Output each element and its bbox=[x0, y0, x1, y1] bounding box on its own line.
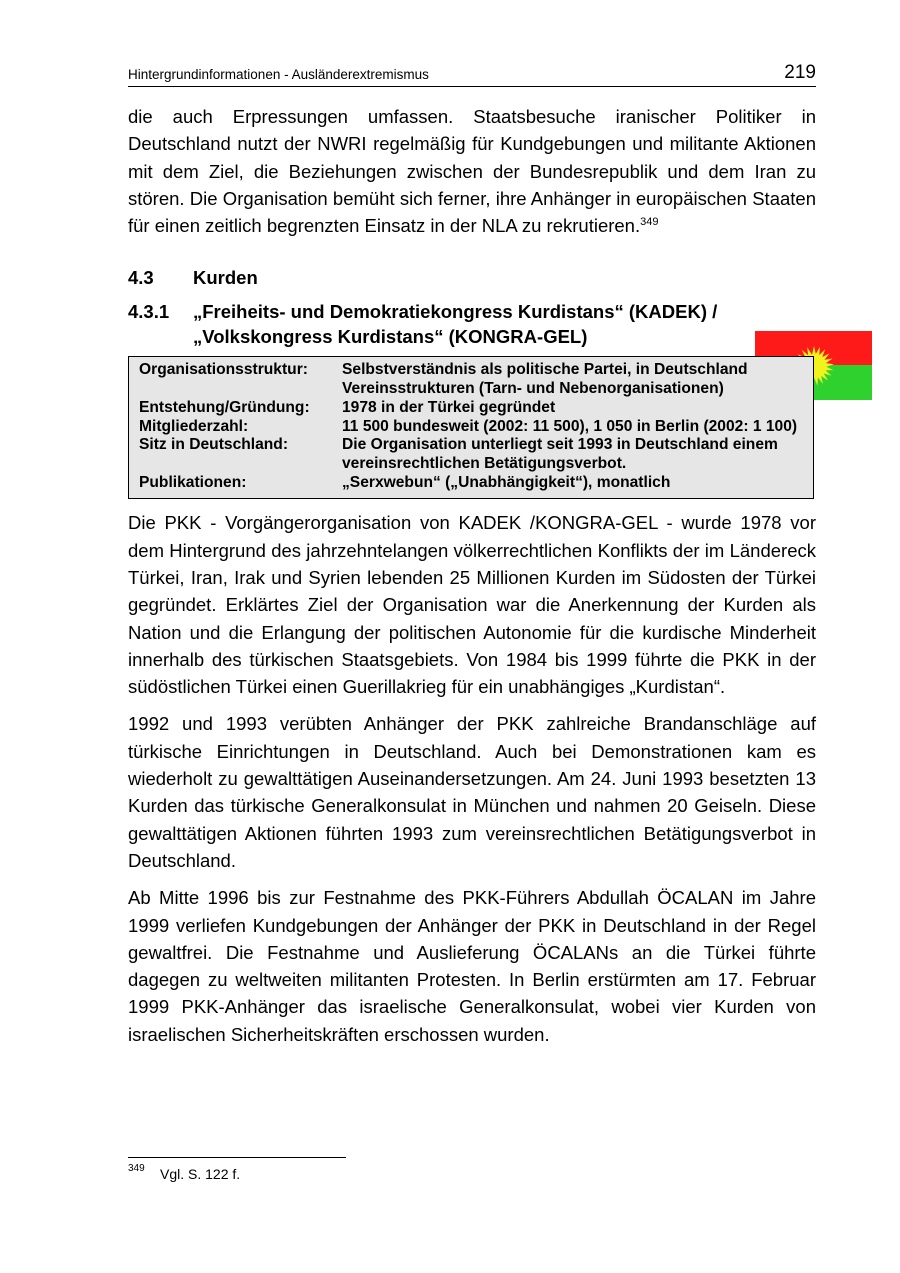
infobox-label: Publikationen: bbox=[139, 473, 247, 491]
footnote-divider bbox=[128, 1157, 346, 1158]
header-title: Hintergrundinformationen - Ausländerextremismus bbox=[128, 67, 429, 82]
body-paragraph: 1992 und 1993 verübten Anhänger der PKK zahlreiche Brandanschläge auf türkische Einrichtungen in Deutschland. Auch bei Demonstrationen kam es wiederholt zu gewalttätigen Auseinandersetzungen. Am 24. Juni 1993 besetzten 13 Kurden das türkische Generalkonsulat in München und nahmen 20 Geiseln. Diese gewalttätigen Aktionen führten 1993 zum vereinsrechtlichen Betätigungsverbot in Deutschland. bbox=[128, 713, 816, 871]
infobox-label: Mitgliederzahl: bbox=[139, 417, 249, 435]
infobox-label: Entstehung/Gründung: bbox=[139, 398, 310, 416]
infobox-row bbox=[139, 399, 803, 418]
subsection-number: 4.3.1 bbox=[128, 301, 170, 323]
footnote-reference: 349 bbox=[640, 216, 659, 229]
body-paragraph: Die PKK - Vorgängerorganisation von KADEK /KONGRA-GEL - wurde 1978 vor dem Hintergrund des jahrzehntelangen völkerrechtlichen Konflikts der im Ländereck Türkei, Iran, Irak und Syrien lebenden 25 Millionen Kurden im Südosten der Türkei gegründet. Erklärtes Ziel der Organisation war die Anerkennung der Kurden als Nation und die Erlangung der politischen Autonomie für die kurdische Minderheit innerhalb des türkischen Staatsgebiets. Von 1984 bis 1999 führte die PKK in der südöstlichen Türkei einen Guerillakrieg für ein unabhängiges „Kurdistan“. bbox=[128, 512, 816, 698]
subsection-title: „Freiheits- und Demokratiekongress Kurdistans“ (KADEK) / „Volkskongress Kurdistans“ (KONGRA-GEL) bbox=[193, 301, 718, 348]
infobox-label: Organisationsstruktur: bbox=[139, 361, 308, 379]
section-heading bbox=[128, 265, 816, 291]
infobox-value: Die Organisation unterliegt seit 1993 in Deutschland einem vereinsrechtlichen Betätigungsverbot. bbox=[342, 436, 778, 472]
section-number: 4.3 bbox=[128, 267, 154, 289]
page-content bbox=[128, 103, 816, 1048]
infobox-value: „Serxwebun“ („Unabhängigkeit“), monatlich bbox=[342, 473, 671, 491]
intro-paragraph bbox=[128, 103, 816, 239]
infobox-row bbox=[139, 436, 803, 473]
footnote-text: Vgl. S. 122 f. bbox=[160, 1166, 241, 1182]
infobox-row bbox=[139, 361, 803, 398]
footnote-number: 349 bbox=[128, 1163, 145, 1174]
section-title: Kurden bbox=[193, 267, 258, 289]
organization-infobox bbox=[128, 356, 814, 499]
page-number: 219 bbox=[784, 62, 816, 83]
intro-paragraph-text: die auch Erpressungen umfassen. Staatsbesuche iranischer Politiker in Deutschland nutzt der NWRI regelmäßig für Kundgebungen und militante Aktionen mit dem Ziel, die Beziehungen zwischen der Bundesrepublik und dem Iran zu stören. Die Organisation bemüht sich ferner, ihre Anhänger in europäischen Staaten für einen zeitlich begrenzten Einsatz in der NLA zu rekrutieren. bbox=[128, 106, 816, 237]
infobox-value: Selbstverständnis als politische Partei, in Deutschland Vereinsstrukturen (Tarn- und Nebenorganisationen) bbox=[342, 361, 748, 398]
subsection-heading bbox=[128, 299, 816, 349]
infobox-value: 11 500 bundesweit (2002: 11 500), 1 050 in Berlin (2002: 1 100) bbox=[342, 417, 798, 435]
page-header bbox=[128, 62, 816, 87]
body-paragraph: Ab Mitte 1996 bis zur Festnahme des PKK-Führers Abdullah ÖCALAN im Jahre 1999 verliefen Kundgebungen der Anhänger der PKK in Deutschland in der Regel gewaltfrei. Die Festnahme und Auslieferung ÖCALANs an die Türkei führte dagegen zu weltweiten militanten Protesten. In Berlin erstürmten am 17. Februar 1999 PKK-Anhänger das israelische Generalkonsulat, wobei vier Kurden von israelischen Sicherheitskräften erschossen wurden. bbox=[128, 887, 816, 1045]
infobox-value: 1978 in der Türkei gegründet bbox=[342, 398, 556, 416]
infobox-row bbox=[139, 418, 803, 437]
infobox-row bbox=[139, 474, 803, 493]
infobox-label: Sitz in Deutschland: bbox=[139, 436, 289, 454]
footnote bbox=[128, 1163, 241, 1182]
